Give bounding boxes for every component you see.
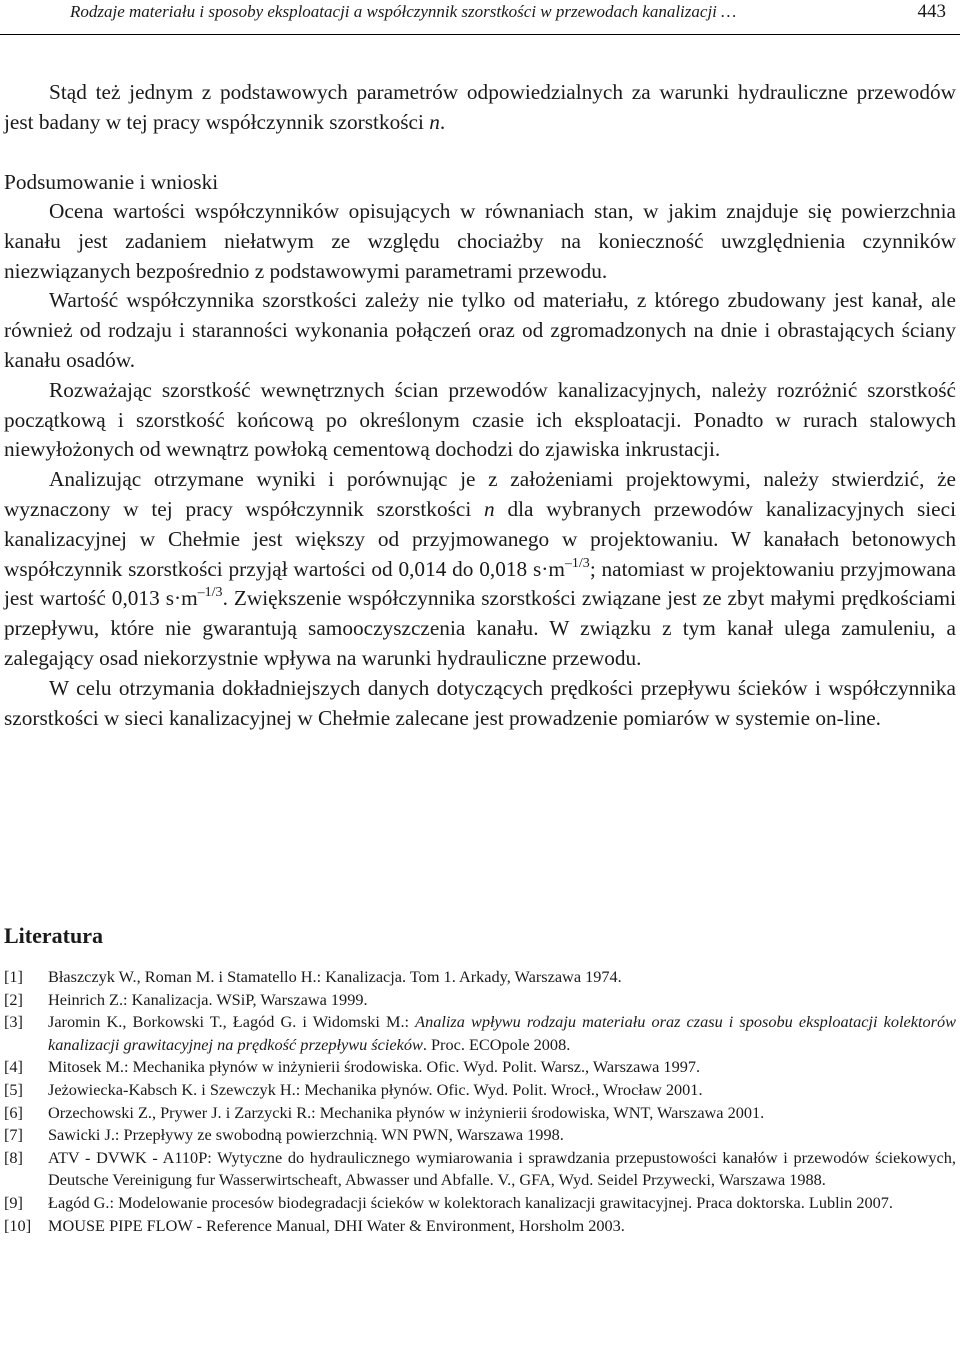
reference-item <box>4 1056 956 1079</box>
reference-text: ATV - DVWK - A110P: Wytyczne do hydraulicznego wymiarowania i sprawdzania przepustowości kanałów i przewodów ściekowych, Deutsche Vereinigung fur Wasserwirtscheaft, Abwasser und Abfalle. V., GFA, Wyd. Seidel Przywecki, Warszawa 1988. <box>48 1147 956 1190</box>
p4-part-d: . Zwiększenie współczynnika szorstkości związane jest ze zbyt małymi prędkościami przepływu, które nie gwarantują samooczyszczenia kanału. W związku z tym kanał ulega zamuleniu, a zalegający osad niekorzystnie wpływa na warunki hydrauliczne przewodu. <box>4 586 956 670</box>
reference-text: MOUSE PIPE FLOW - Reference Manual, DHI Water & Environment, Horsholm 2003. <box>48 1215 625 1235</box>
summary-heading: Podsumowanie i wnioski <box>4 170 219 194</box>
reference-text: Orzechowski Z., Prywer J. i Zarzycki R.: Mechanika płynów w inżynierii środowiska, WNT, Warszawa 2001. <box>48 1102 765 1122</box>
reference-text: Łagód G.: Modelowanie procesów biodegradacji ścieków w kolektorach kanalizacji grawitacyjnej. Praca doktorska. Lublin 2007. <box>48 1192 893 1212</box>
page-number: 443 <box>917 1 946 22</box>
reference-number: [8] <box>4 1147 23 1167</box>
reference-item <box>4 989 956 1012</box>
reference-text: Błaszczyk W., Roman M. i Stamatello H.: Kanalizacja. Tom 1. Arkady, Warszawa 1974. <box>48 967 622 986</box>
reference-number: [9] <box>4 1192 23 1212</box>
reference-number: [5] <box>4 1079 23 1099</box>
summary-paragraph-4: Analizując otrzymane wyniki i porównując je z założeniami projektowymi, należy stwierdzić, że wyznaczony w tej pracy współczynnik szorstkości n dla wybranych przewodów kanalizacyjnych sieci kanalizacyjnej w Chełmie jest większy od przyjmowanego w projektowaniu. W kanałach betonowych współczynnik szorstkości przyjął wartości od 0,014 do 0,018 $s\cdot m^{-1/3}$; natomiast w projektowaniu przyjmowana jest wartość 0,013 $s\cdot m^{-1/3}$. Zwiększenie współczynnika szorstkości związane jest ze zbyt małymi prędkościami przepływu, które nie gwarantują samooczyszczenia kanału. W związku z tym kanał ulega zamuleniu, a zalegający osad niekorzystnie wpływa na warunki hydrauliczne przewodu. <box>4 467 956 670</box>
reference-text: Sawicki J.: Przepływy ze swobodną powierzchnią. WN PWN, Warszawa 1998. <box>48 1125 564 1145</box>
reference-text: Jeżowiecka-Kabsch K. i Szewczyk H.: Mechanika płynów. Ofic. Wyd. Polit. Wrocł., Wrocław 2001. <box>48 1079 703 1099</box>
reference-item <box>4 1215 956 1238</box>
summary-paragraph-1: Ocena wartości współczynników opisujących w równaniach stan, w jakim znajduje się powierzchnia kanału jest zadaniem niełatwym ze względu chociażby na konieczność uwzględnienia czynników niezwiązanych bezpośrednio z podstawowymi parametrami przewodu. <box>4 199 956 283</box>
reference-title: Analiza wpływu rodzaju materiału oraz czasu i sposobu eksploatacji kolektorów kanalizacji grawitacyjnej na prędkość przepływu ścieków <box>48 1012 956 1054</box>
p4-part-a: Analizując otrzymane wyniki i porównując je z założeniami projektowymi, należy stwierdzić, że wyznaczony w tej pracy współczynnik szorstkości <box>4 467 956 521</box>
reference-number: [2] <box>4 989 23 1009</box>
intro-text: Stąd też jednym z podstawowych parametrów odpowiedzialnych za warunki hydrauliczne przewodów jest badany w tej pracy współczynnik szorstkości <box>4 80 956 134</box>
reference-item <box>4 1079 956 1102</box>
reference-number: [10] <box>4 1215 32 1235</box>
p4-part-c: ; natomiast w projektowaniu przyjmowana jest wartość 0,013 s <box>4 556 956 611</box>
page-header <box>0 0 960 35</box>
reference-item <box>4 1147 956 1192</box>
reference-item <box>4 1011 956 1056</box>
reference-text <box>48 1011 956 1056</box>
summary-section <box>4 197 956 733</box>
exponent: –1/3 <box>197 585 223 601</box>
reference-item <box>4 1102 956 1125</box>
p4-part-b: dla wybranych przewodów kanalizacyjnych sieci kanalizacyjnej w Chełmie jest większy od przyjmowanego w projektowaniu. W kanałach betonowych współczynnik szorstkości przyjął wartości od 0,014 do 0,018 s <box>4 496 956 581</box>
reference-authors: Jaromin K., Borkowski T., Łagód G. i Widomski M.: <box>48 1012 416 1032</box>
reference-item <box>4 966 956 989</box>
literature-heading: Literatura <box>4 923 103 948</box>
reference-source: . Proc. ECOpole 2008. <box>422 1034 571 1054</box>
reference-item <box>4 1192 956 1215</box>
intro-paragraph <box>4 78 956 138</box>
reference-list <box>4 966 956 1237</box>
unit-m: m <box>181 586 198 611</box>
reference-number: [1] <box>4 967 23 986</box>
reference-item <box>4 1124 956 1147</box>
running-head: Rodzaje materiału i sposoby eksploatacji a współczynnik szorstkości w przewodach kanalizacji … <box>70 2 737 21</box>
summary-paragraph-3: Rozważając szorstkość wewnętrznych ścian przewodów kanalizacyjnych, należy rozróżnić szorstkość początkową i szorstkość końcową po określonym czasie ich eksploatacji. Ponadto w rurach stalowych niewyłożonych od wewnątrz powłoką cementową dochodzi do zjawiska inkrustacji. <box>4 377 956 462</box>
reference-number: [6] <box>4 1102 23 1122</box>
symbol-n: n <box>484 496 495 521</box>
reference-number: [7] <box>4 1125 23 1145</box>
summary-paragraph-5: W celu otrzymania dokładniejszych danych dotyczących prędkości przepływu ścieków i współczynnika szorstkości w sieci kanalizacyjnej w Chełmie zalecane jest prowadzenie pomiarów w systemie on-line. <box>4 675 956 730</box>
reference-text: Mitosek M.: Mechanika płynów w inżynierii środowiska. Ofic. Wyd. Polit. Warsz., Warszawa 1997. <box>48 1057 701 1077</box>
unit-m: m <box>548 556 565 581</box>
summary-paragraph-2: Wartość współczynnika szorstkości zależy nie tylko od materiału, z którego zbudowany jest kanał, ale również od rodzaju i staranności wykonania połączeń oraz od zgromadzonych na dnie i obrastających ściany kanału osadów. <box>4 288 956 372</box>
reference-text: Heinrich Z.: Kanalizacja. WSiP, Warszawa 1999. <box>48 989 368 1009</box>
reference-number: [4] <box>4 1057 23 1077</box>
reference-number: [3] <box>4 1012 23 1032</box>
symbol-n: n <box>429 109 440 134</box>
exponent: –1/3 <box>564 555 590 571</box>
intro-end: . <box>439 109 446 134</box>
